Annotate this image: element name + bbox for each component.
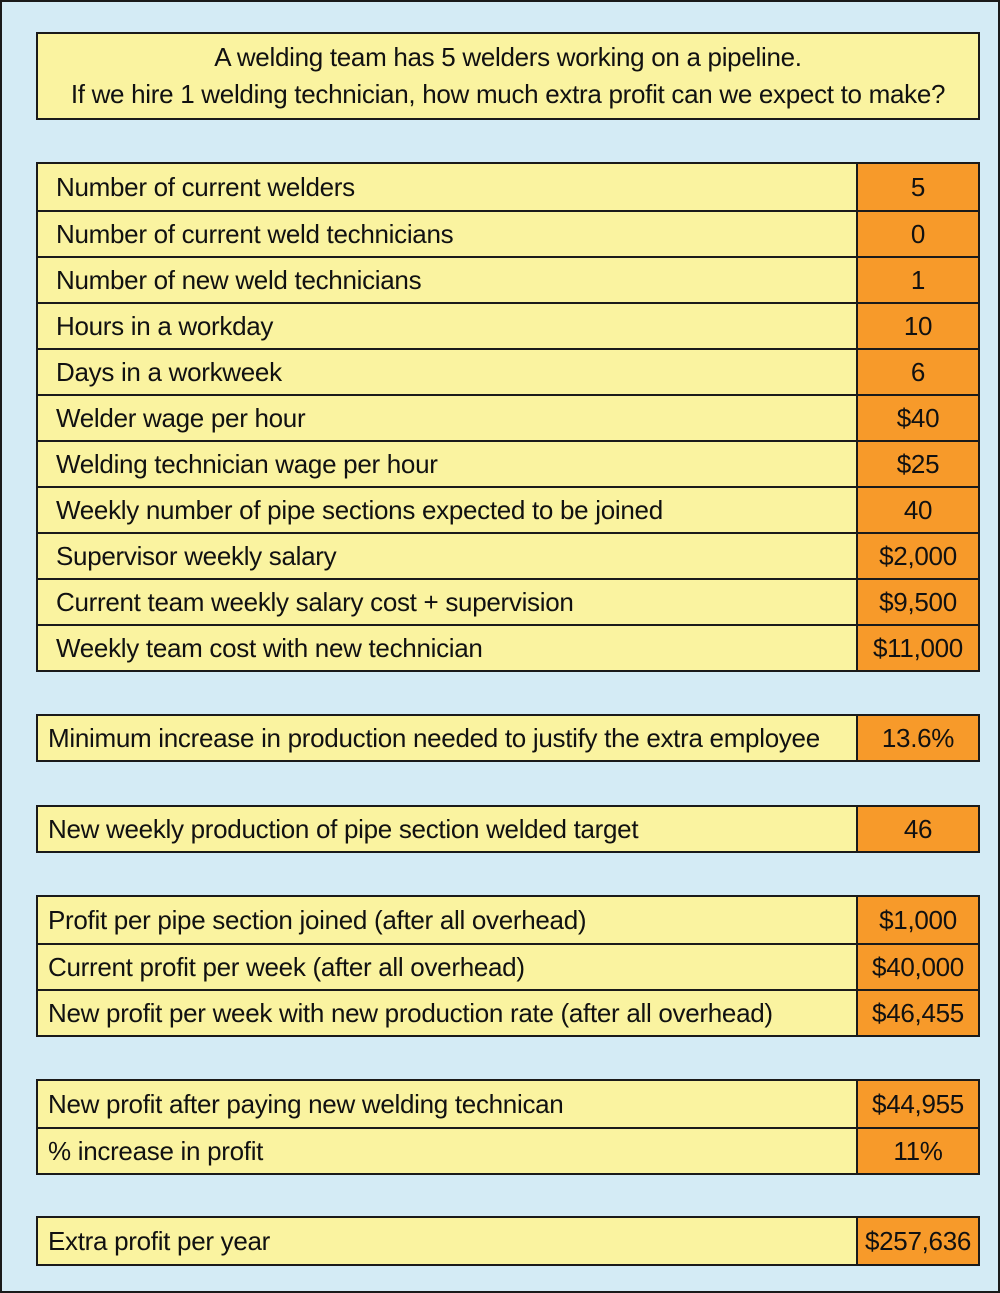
row-label: Days in a workweek xyxy=(38,350,856,394)
problem-statement xyxy=(36,32,980,120)
extra-profit-value: $257,636 xyxy=(856,1218,978,1264)
row-value: 5 xyxy=(856,164,978,210)
table-row xyxy=(38,440,978,486)
row-value: $40 xyxy=(856,396,978,440)
row-value: $46,455 xyxy=(856,991,978,1035)
row-label: Supervisor weekly salary xyxy=(38,534,856,578)
new-target-label: New weekly production of pipe section welded target xyxy=(38,807,856,851)
table-row xyxy=(38,256,978,302)
table-row xyxy=(38,394,978,440)
row-value: $9,500 xyxy=(856,580,978,624)
row-label: Current team weekly salary cost + supervision xyxy=(38,580,856,624)
row-label: Profit per pipe section joined (after all overhead) xyxy=(38,897,856,943)
row-label: Number of current weld technicians xyxy=(38,212,856,256)
row-value: $40,000 xyxy=(856,945,978,989)
extra-profit-label: Extra profit per year xyxy=(38,1218,856,1264)
row-label: New profit after paying new welding technican xyxy=(38,1081,856,1127)
row-value: 6 xyxy=(856,350,978,394)
row-value: 10 xyxy=(856,304,978,348)
table-row xyxy=(38,989,978,1035)
new-target-table xyxy=(36,805,980,853)
row-label: Welding technician wage per hour xyxy=(38,442,856,486)
row-value: 1 xyxy=(856,258,978,302)
row-label: Weekly number of pipe sections expected to be joined xyxy=(38,488,856,532)
table-row xyxy=(38,716,978,760)
row-value: 0 xyxy=(856,212,978,256)
row-value: $25 xyxy=(856,442,978,486)
profit-table xyxy=(36,895,980,1037)
table-row xyxy=(38,1218,978,1264)
row-label: Number of current welders xyxy=(38,164,856,210)
row-value: $2,000 xyxy=(856,534,978,578)
problem-line-1: A welding team has 5 welders working on a pipeline. xyxy=(214,42,802,72)
row-value: $44,955 xyxy=(856,1081,978,1127)
table-row xyxy=(38,624,978,670)
row-label: % increase in profit xyxy=(38,1129,856,1173)
table-row xyxy=(38,210,978,256)
table-row xyxy=(38,578,978,624)
inputs-table xyxy=(36,162,980,672)
row-value: 40 xyxy=(856,488,978,532)
min-increase-label: Minimum increase in production needed to justify the extra employee xyxy=(38,716,856,760)
row-label: Hours in a workday xyxy=(38,304,856,348)
table-row xyxy=(38,486,978,532)
table-row xyxy=(38,943,978,989)
new-profit-table xyxy=(36,1079,980,1175)
row-label: Weekly team cost with new technician xyxy=(38,626,856,670)
table-row xyxy=(38,302,978,348)
table-row xyxy=(38,348,978,394)
row-label: Welder wage per hour xyxy=(38,396,856,440)
problem-line-2: If we hire 1 welding technician, how much extra profit can we expect to make? xyxy=(70,79,946,109)
table-row xyxy=(38,1127,978,1173)
row-label: Current profit per week (after all overhead) xyxy=(38,945,856,989)
table-row xyxy=(38,532,978,578)
table-row xyxy=(38,807,978,851)
row-label: Number of new weld technicians xyxy=(38,258,856,302)
min-increase-value: 13.6% xyxy=(856,716,978,760)
row-value: $11,000 xyxy=(856,626,978,670)
row-value: 11% xyxy=(856,1129,978,1173)
extra-profit-table xyxy=(36,1216,980,1266)
new-target-value: 46 xyxy=(856,807,978,851)
row-value: $1,000 xyxy=(856,897,978,943)
row-label: New profit per week with new production rate (after all overhead) xyxy=(38,991,856,1035)
table-row xyxy=(38,1081,978,1127)
table-row xyxy=(38,897,978,943)
table-row xyxy=(38,164,978,210)
min-increase-table xyxy=(36,714,980,762)
